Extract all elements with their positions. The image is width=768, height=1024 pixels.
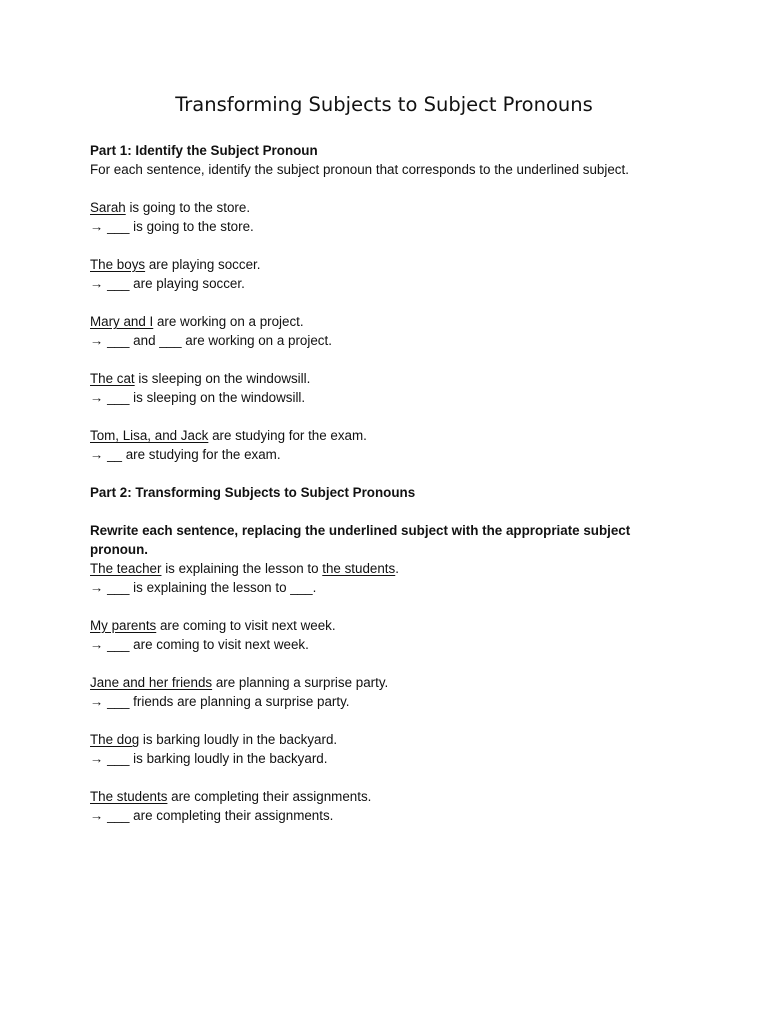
sentence-rest: is going to the store. <box>125 200 251 215</box>
sentence <box>90 616 690 635</box>
sentence <box>90 673 690 692</box>
sentence-rest: are coming to visit next week. <box>156 618 336 633</box>
sentence <box>90 730 690 749</box>
underlined-subject: Mary and I <box>90 314 154 329</box>
underlined-subject: Sarah <box>90 200 126 215</box>
sentence <box>90 787 690 806</box>
answer-line: → ___ and ___ are working on a project. <box>90 333 332 348</box>
answer-line: → ___ are coming to visit next week. <box>90 637 309 652</box>
underlined-subject: The boys <box>90 257 146 272</box>
sentence-rest: are completing their assignments. <box>167 789 372 804</box>
sentence-rest: are playing soccer. <box>145 257 261 272</box>
underlined-subject: My parents <box>90 618 157 633</box>
answer-line: → __ are studying for the exam. <box>90 447 281 462</box>
underlined-subject: The cat <box>90 371 135 386</box>
answer-line: → ___ are playing soccer. <box>90 276 245 291</box>
sentence-rest: are studying for the exam. <box>208 428 367 443</box>
sentence <box>90 559 690 578</box>
answer-line: → ___ is barking loudly in the backyard. <box>90 751 328 766</box>
sentence-rest: are planning a surprise party. <box>212 675 389 690</box>
part2-heading: Part 2: Transforming Subjects to Subject Pronouns <box>90 485 416 500</box>
sentence <box>90 312 690 331</box>
sentence <box>90 426 690 445</box>
sentence <box>90 369 690 388</box>
sentence-end: . <box>395 561 399 576</box>
answer-line: → ___ friends are planning a surprise party. <box>90 694 350 709</box>
sentence-middle: is explaining the lesson to <box>161 561 323 576</box>
document-title: Transforming Subjects to Subject Pronouns <box>175 93 593 116</box>
sentence-rest: are working on a project. <box>153 314 304 329</box>
part1-heading: Part 1: Identify the Subject Pronoun <box>90 143 318 158</box>
sentence-rest: is barking loudly in the backyard. <box>139 732 338 747</box>
part2-instruction: Rewrite each sentence, replacing the underlined subject with the appropriate subject pronoun. <box>90 523 631 557</box>
answer-line: → ___ is sleeping on the windowsill. <box>90 390 306 405</box>
underlined-subject: The dog <box>90 732 140 747</box>
part1-instruction: For each sentence, identify the subject pronoun that corresponds to the underlined subject. <box>90 162 629 177</box>
underlined-object: the students <box>322 561 396 576</box>
underlined-subject: Tom, Lisa, and Jack <box>90 428 209 443</box>
sentence-rest: is sleeping on the windowsill. <box>134 371 311 386</box>
underlined-subject: The teacher <box>90 561 162 576</box>
answer-line: → ___ is going to the store. <box>90 219 254 234</box>
answer-line: → ___ is explaining the lesson to ___. <box>90 580 317 595</box>
answer-line: → ___ are completing their assignments. <box>90 808 334 823</box>
sentence <box>90 198 690 217</box>
document-content <box>90 141 690 825</box>
underlined-subject: Jane and her friends <box>90 675 213 690</box>
sentence <box>90 255 690 274</box>
underlined-subject: The students <box>90 789 168 804</box>
